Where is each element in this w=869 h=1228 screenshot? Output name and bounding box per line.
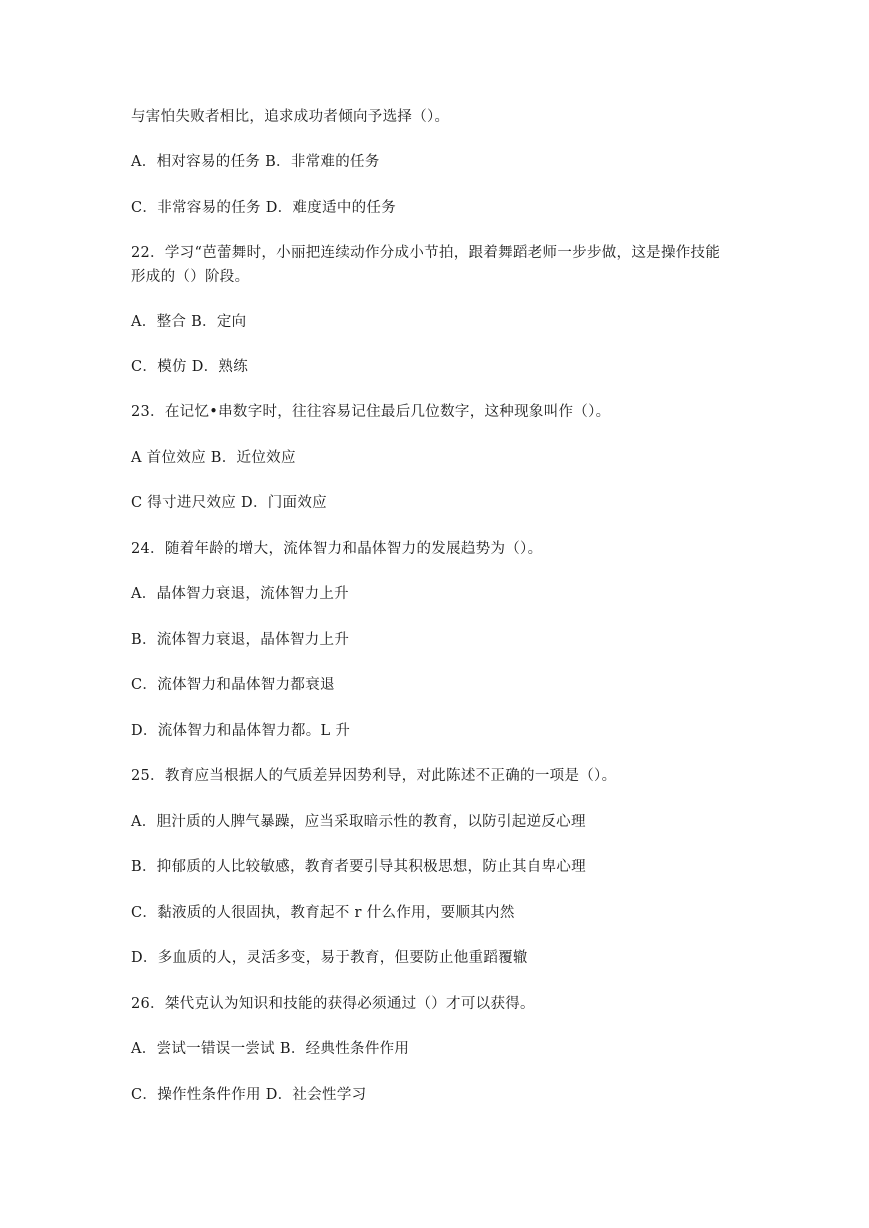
- answer-options: C 得寸进尺效应 D．门面效应: [131, 495, 327, 511]
- answer-options: C．模仿 D．熟练: [131, 359, 249, 375]
- question-stem: 与害怕失败者相比，追求成功者倾向予选择（）。: [131, 109, 450, 125]
- answer-options: A．相对容易的任务 B．非常难的任务: [131, 154, 380, 170]
- answer-options: A 首位效应 B．近位效应: [131, 450, 296, 466]
- answer-option-b: B．抑郁质的人比较敏感，教育者要引导其积极思想，防止其自卑心理: [131, 859, 586, 875]
- answer-option-a: A．胆汁质的人脾气暴躁，应当采取暗示性的教育，以防引起逆反心理: [131, 814, 586, 830]
- answer-option-d: D．多血质的人，灵活多变，易于教育，但要防止他重蹈覆辙: [131, 950, 528, 966]
- answer-options: C．非常容易的任务 D．难度适中的任务: [131, 200, 397, 216]
- answer-option-d: D．流体智力和晶体智力都。L 升: [131, 723, 351, 739]
- question-22-stem-continued: 形成的（）阶段。: [131, 269, 250, 285]
- answer-option-a: A．晶体智力衰退，流体智力上升: [131, 586, 349, 602]
- answer-option-c: C．黏液质的人很固执，教育起不 r 什么作用，要顺其内然: [131, 905, 515, 921]
- question-25-stem: 25．教育应当根据人的气质差异因势利导，对此陈述不正确的一项是（）。: [131, 768, 617, 784]
- answer-option-c: C．流体智力和晶体智力都衰退: [131, 677, 335, 693]
- answer-options: A．整合 B．定向: [131, 314, 247, 330]
- question-26-stem: 26．桀代克认为知识和技能的获得必须通过（）才可以获得。: [131, 996, 535, 1012]
- answer-option-b: B．流体智力衰退，晶体智力上升: [131, 632, 350, 648]
- question-22-stem: 22．学习“芭蕾舞时，小丽把连续动作分成小节拍，跟着舞蹈老师一步步做，这是操作技能: [131, 245, 721, 261]
- question-24-stem: 24．随着年龄的增大，流体智力和晶体智力的发展趋势为（）。: [131, 541, 543, 557]
- question-23-stem: 23．在记忆•串数字时，往往容易记住最后几位数字，这种现象叫作（）。: [131, 404, 611, 420]
- answer-options: C．操作性条件作用 D．社会性学习: [131, 1087, 367, 1103]
- answer-options: A．尝试一错误一尝试 B．经典性条件作用: [131, 1041, 410, 1057]
